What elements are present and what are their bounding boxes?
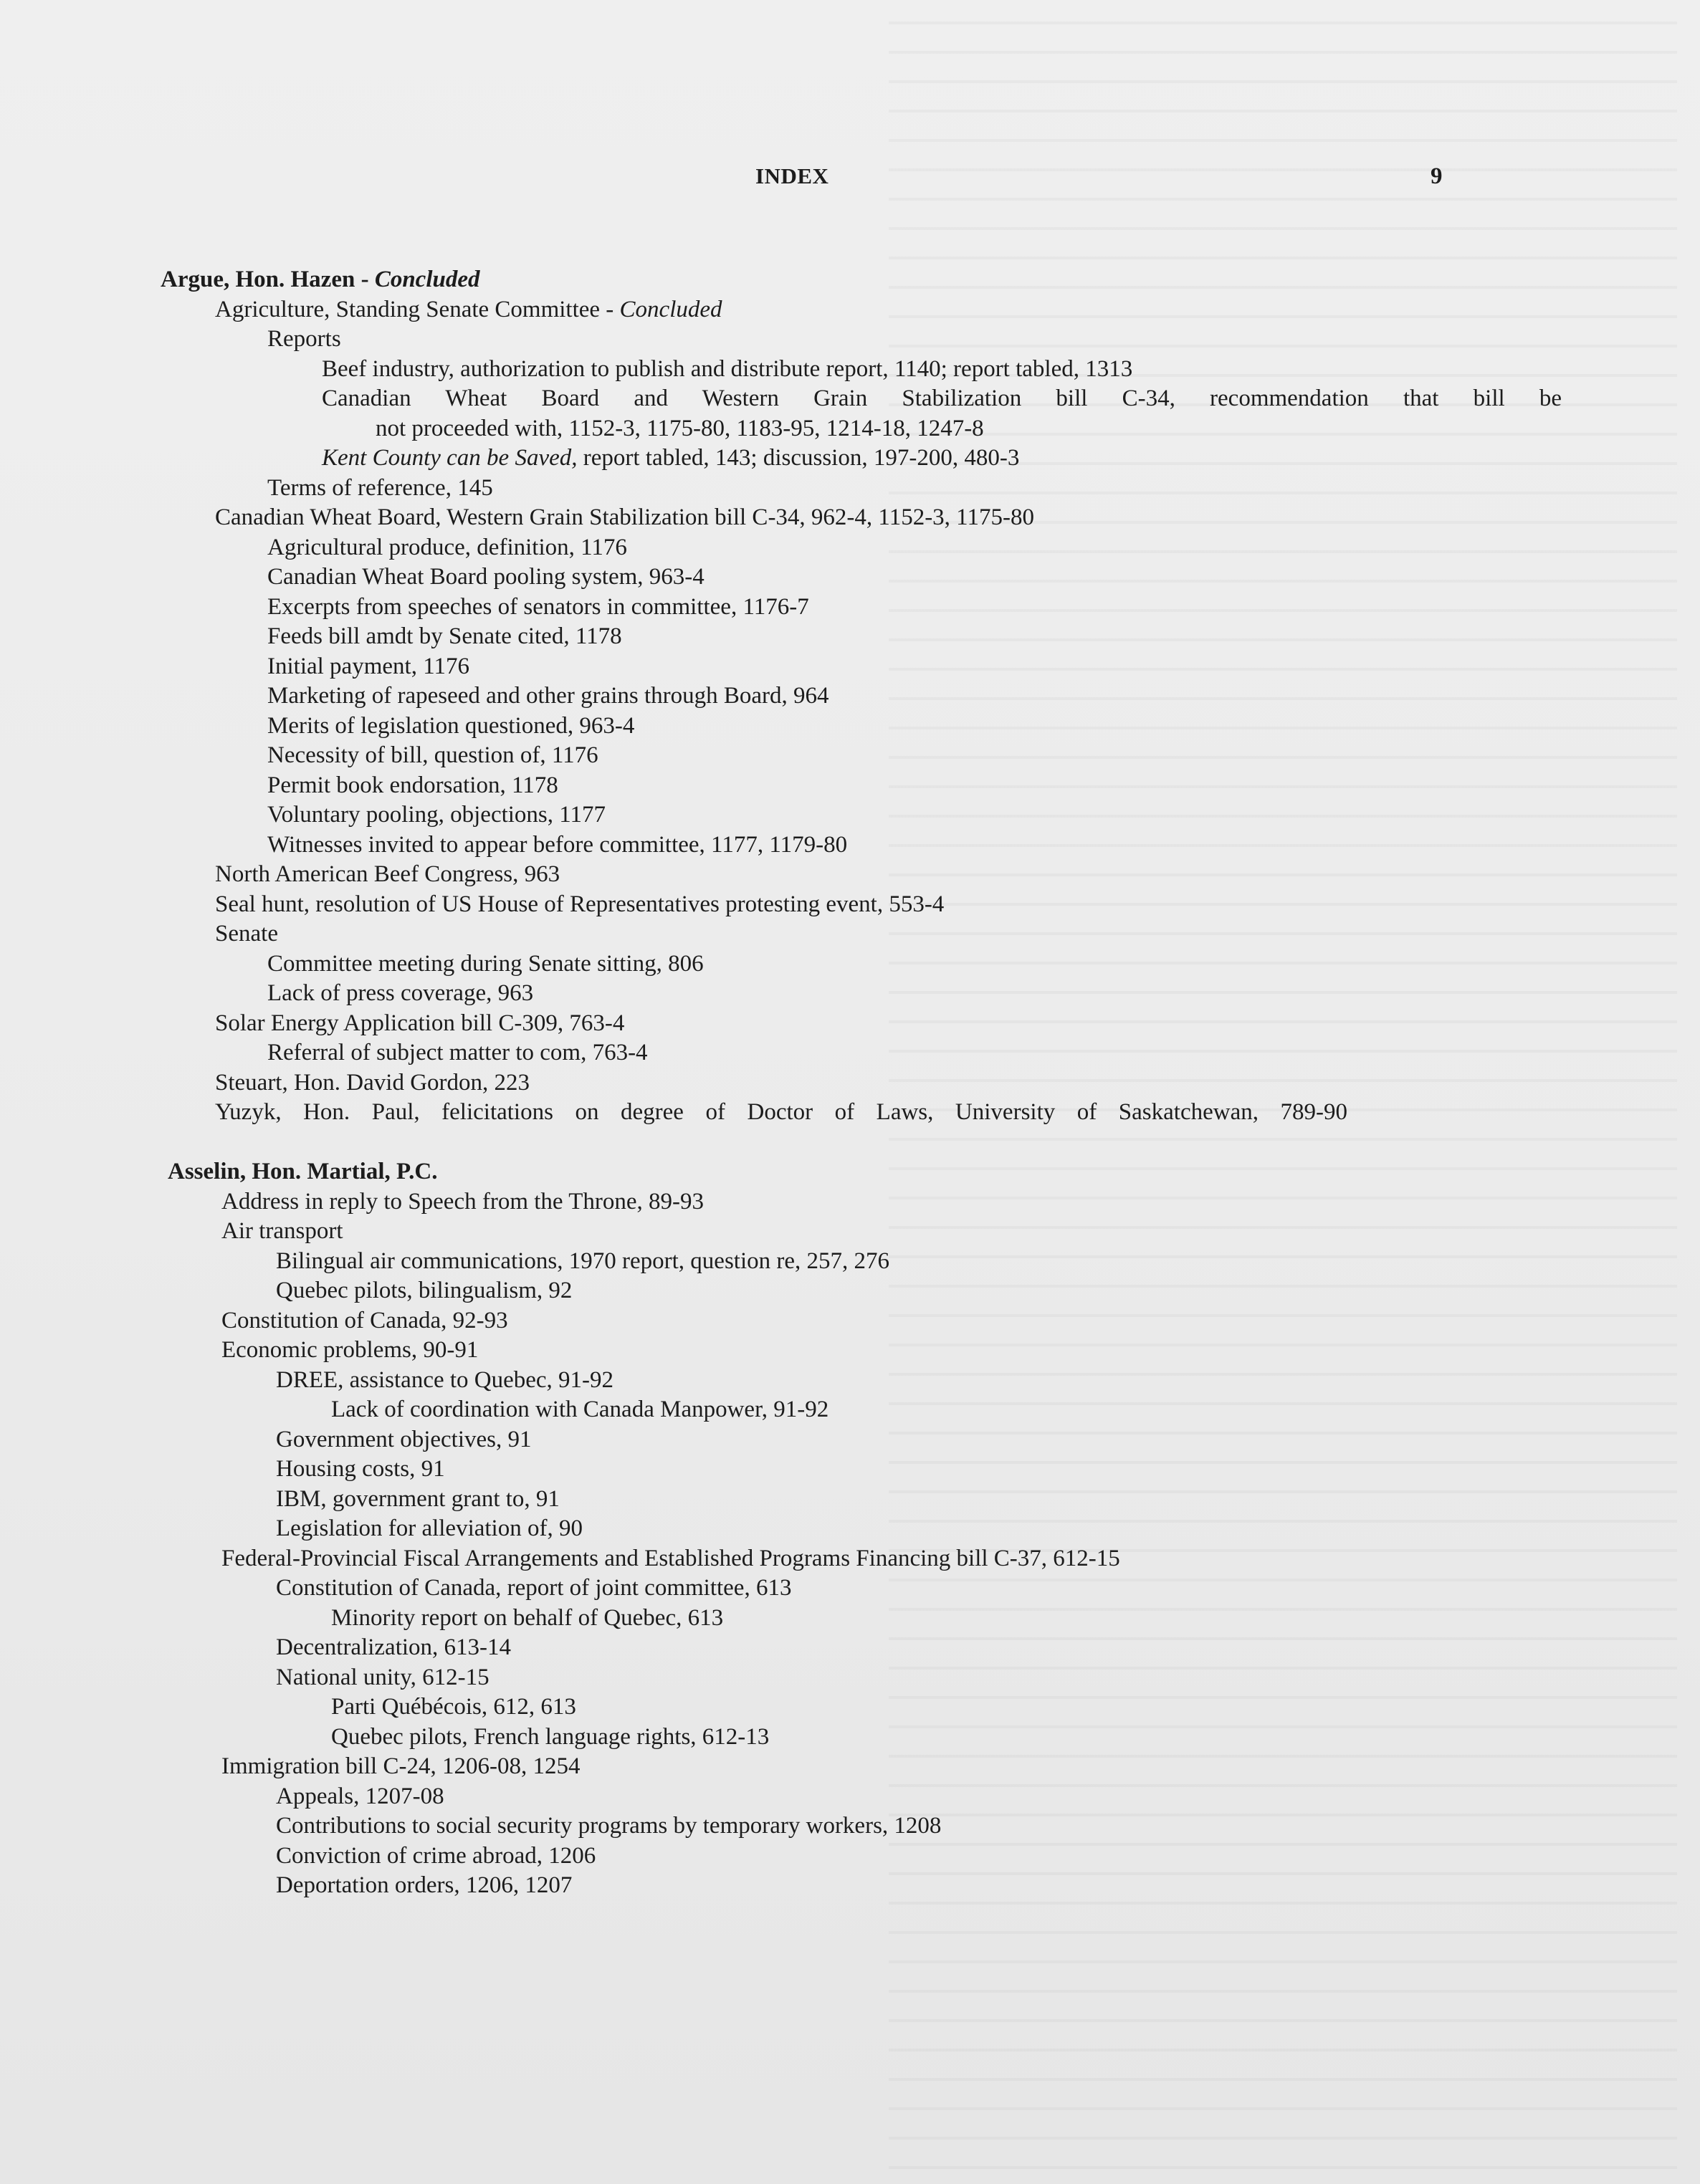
entry-heading: Asselin, Hon. Martial, P.C.	[168, 1159, 438, 1184]
subentry: Committee meeting during Senate sitting, 806	[267, 950, 704, 977]
page-title: INDEX	[755, 163, 829, 188]
subentry: Canadian Wheat Board pooling system, 963-4	[267, 564, 705, 590]
entry: Constitution of Canada, 92-93	[221, 1307, 508, 1333]
subentry: Necessity of bill, question of, 1176	[267, 742, 598, 768]
subentry: Quebec pilots, French language rights, 612-13	[331, 1723, 770, 1750]
index-section-asselin	[0, 1157, 1700, 1901]
subentry: Legislation for alleviation of, 90	[276, 1515, 583, 1541]
page-number: 9	[1431, 163, 1443, 189]
subentry: Bilingual air communications, 1970 report, question re, 257, 276	[276, 1247, 890, 1274]
subentry-continuation: not proceeded with, 1152-3, 1175-80, 1183-95, 1214-18, 1247-8	[376, 415, 984, 441]
subentry: Decentralization, 613-14	[276, 1634, 512, 1660]
entry: Steuart, Hon. David Gordon, 223	[215, 1069, 530, 1096]
entry: Yuzyk, Hon. Paul, felicitations on degree of Doctor of Laws, University of Saskatchewan, 789-90	[215, 1099, 1347, 1125]
subentry: Lack of coordination with Canada Manpower, 91-92	[331, 1397, 829, 1422]
entry: Immigration bill C-24, 1206-08, 1254	[221, 1753, 581, 1779]
subentry: Referral of subject matter to com, 763-4	[267, 1040, 648, 1065]
subentry: National unity, 612-15	[276, 1664, 490, 1690]
subentry: Merits of legislation questioned, 963-4	[267, 712, 635, 739]
subentry: Contributions to social security programs by temporary workers, 1208	[276, 1813, 942, 1839]
entry: Seal hunt, resolution of US House of Representatives protesting event, 553-4	[215, 891, 945, 917]
index-section-argue	[0, 265, 1700, 1128]
subentry: Parti Québécois, 612, 613	[331, 1694, 576, 1720]
subentry: Marketing of rapeseed and other grains through Board, 964	[267, 683, 829, 709]
subentry: Beef industry, authorization to publish and distribute report, 1140; report tabled, 1313	[322, 355, 1133, 382]
subentry: Lack of press coverage, 963	[267, 980, 534, 1006]
subentry: Reports	[267, 326, 341, 352]
subentry: Witnesses invited to appear before committee, 1177, 1179-80	[267, 831, 848, 858]
entry-heading: Argue, Hon. Hazen - Concluded	[161, 267, 480, 292]
subentry: Deportation orders, 1206, 1207	[276, 1872, 573, 1898]
subentry: Canadian Wheat Board and Western Grain Stabilization bill C-34, recommendation that bill be	[322, 385, 1562, 411]
subentry: Quebec pilots, bilingualism, 92	[276, 1278, 573, 1303]
subentry: Voluntary pooling, objections, 1177	[267, 802, 606, 828]
entry: Economic problems, 90-91	[221, 1337, 479, 1363]
entry: Federal-Provincial Fiscal Arrangements and Established Programs Financing bill C-37, 612-15	[221, 1545, 1120, 1571]
entry: Solar Energy Application bill C-309, 763-4	[215, 1010, 625, 1036]
subentry: Housing costs, 91	[276, 1456, 445, 1482]
entry: Agriculture, Standing Senate Committee - Concluded	[215, 296, 722, 322]
subentry: Kent County can be Saved, report tabled, 143; discussion, 197-200, 480-3	[322, 445, 1020, 471]
subentry: IBM, government grant to, 91	[276, 1485, 560, 1512]
subentry: Excerpts from speeches of senators in committee, 1176-7	[267, 593, 809, 620]
subentry: Conviction of crime abroad, 1206	[276, 1842, 596, 1869]
subentry: Terms of reference, 145	[267, 474, 493, 501]
subentry: Minority report on behalf of Quebec, 613	[331, 1604, 724, 1631]
subentry: Government objectives, 91	[276, 1426, 532, 1452]
entry: Air transport	[221, 1218, 343, 1244]
subentry: DREE, assistance to Quebec, 91-92	[276, 1366, 614, 1393]
entry: North American Beef Congress, 963	[215, 861, 560, 887]
entry: Senate	[215, 921, 278, 947]
entry: Canadian Wheat Board, Western Grain Stabilization bill C-34, 962-4, 1152-3, 1175-80	[215, 504, 1034, 530]
entry: Address in reply to Speech from the Throne, 89-93	[221, 1188, 704, 1215]
subentry: Constitution of Canada, report of joint committee, 613	[276, 1575, 792, 1601]
subentry: Feeds bill amdt by Senate cited, 1178	[267, 623, 622, 649]
subentry: Initial payment, 1176	[267, 653, 469, 679]
subentry: Appeals, 1207-08	[276, 1783, 444, 1809]
subentry: Agricultural produce, definition, 1176	[267, 534, 627, 560]
subentry: Permit book endorsation, 1178	[267, 772, 558, 798]
